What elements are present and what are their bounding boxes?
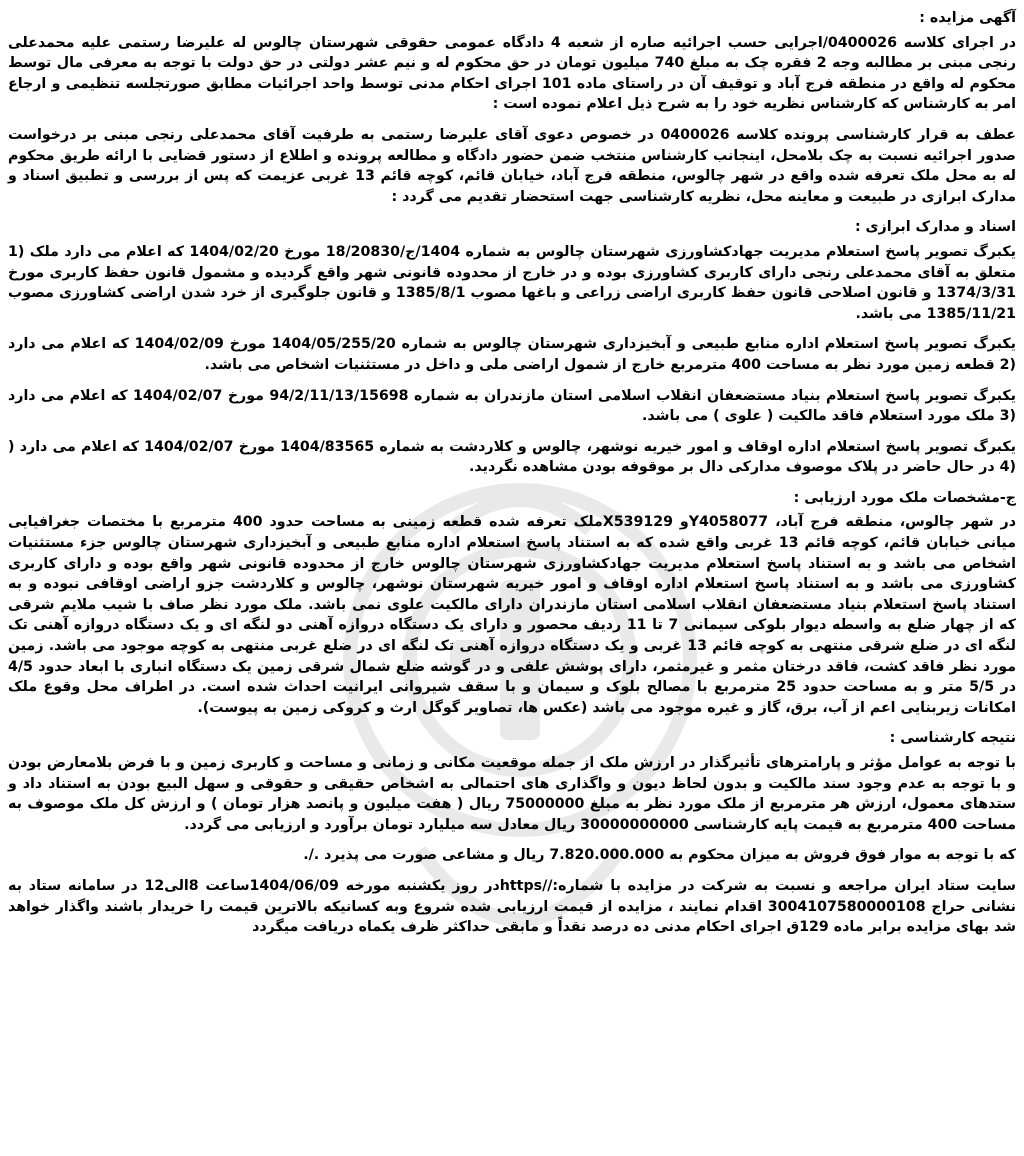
specs-heading: ج-مشخصات ملک مورد ارزیابی :: [793, 489, 1016, 506]
specs-paragraph: در شهر چالوس، منطقه فرج آباد، Y4058077و X539129ملک تعرفه شده قطعه زمینی به مساحت حدود 400 مترمربع با مختصات جغرافیایی میانی خیابان قائم، کوچه قائم 13 غربی واقع شده که به استناد پاسخ استعلام اداره منابع طبیعی و آبخیزداری شهرستان چالوس جزء مستثنیات اشخاص می باشد و به استناد پاسخ استعلام مدیریت جهادکشاورزی شهرستان چالوس خارج از محدوده قانونی شهر واقع بوده و دارای کاربری کشاورزی می باشد و به استناد پاسخ استعلام اداره اوقاف و امور خیریه شهرستان نوشهر، چالوس و کلاردشت جزو اراضی اوقافی نبوده و به استناد پاسخ استعلام بنیاد مستضعفان انقلاب اسلامی استان مازندران دارای مالکیت علوی نمی باشد. ملک مورد نظر صاف با شیب ملایم شرقی که از چهار ضلع به واسطه دیوار بلوکی سیمانی 7 تا 11 ردیف محصور و دارای یک دستگاه دروازه آهنی دو لنگه ای و یک دستگاه دروازه آهنی تک لنگه ای در ضلع شرقی منتهی به کوچه قائم 13 غربی و یک دستگاه دروازه آهنی تک لنگه ای در ضلع غربی منتهی به کوچه موجود می باشد. زمین مورد نظر فاقد کشت، فاقد درختان مثمر و غیرمثمر، دارای پوشش علفی و در گوشه ضلع شمال شرقی زمین یک دستگاه انباری با ابعاد حدود 4/5 در 5/5 متر و به مساحت حدود 25 مترمربع با مصالح بلوک و سیمان و با سقف شیروانی ایرانیت احداث شده است. در اطراف محل وقوع ملک امکانات زیربنایی اعم از آب، برق، گاز و غیره موجود می باشد (عکس ها، تصاویر گوگل ارث و کروکی زمین به پیوست).: [8, 514, 1016, 716]
auction-instructions: سایت ستاد ایران مراجعه و نسبت به شرکت در مزایده با شماره://httpsدر روز یکشنبه مورخه 1404/06/09ساعت 8الی12 در سامانه ستاد به نشانی حراج 3004107580000108 اقدام نمایند ، مزایده از قیمت ارزیابی شده شروع وبه کسانیکه بالاترین قیمت را خریدار باشند واگذار خواهد شد بهای مزایده برابر ماده 129ق اجرای احکام مدنی ده درصد نقداً و مابقی حداکثر ظرف یکماه دریافت میگردد: [8, 877, 1016, 936]
sale-terms: که با توجه به موار فوق فروش به میزان محکوم به 7.820.000.000 ریال و مشاعی صورت می پذیرد ./.: [303, 847, 1016, 864]
document-item-1: یکبرگ تصویر پاسخ استعلام مدیریت جهادکشاورزی شهرستان چالوس به شماره 1404/ج/18/20830 مورخ 1404/02/20 که اعلام می دارد ملک (1 متعلق به آقای محمدعلی رنجی دارای کاربری کشاورزی بوده و در خارج از محدوده قانونی شهر واقع گردیده و مشمول قانون حفظ کاربری مورخ 1374/3/31 و قانون اصلاحی قانون حفظ کاربری اراضی زراعی و باغها مصوب 1385/8/1 و قانون جلوگیری از خرد شدن اراضی کشاورزی مصوب 1385/11/21 می باشد.: [8, 243, 1016, 322]
documents-heading: اسناد و مدارک ابرازی :: [854, 219, 1016, 236]
document-item-4: یکبرگ تصویر پاسخ استعلام اداره اوقاف و امور خیریه نوشهر، چالوس و کلاردشت به شماره 1404/83565 مورخ 1404/02/07 که اعلام می دارد ( (4 در حال حاضر در پلاک موصوف مدارکی دال بر موقوفه بودن مشاهده نگردید.: [8, 438, 1017, 476]
document-item-2: یکبرگ تصویر پاسخ استعلام اداره منابع طبیعی و آبخیزداری شهرستان چالوس به شماره 1404/05/255/20 مورخ 1404/02/09 که اعلام می دارد (2 قطعه زمین مورد نظر به مساحت 400 مترمربع خارج از شمول اراضی ملی و داخل در مستثنیات اشخاص می باشد.: [8, 336, 1017, 373]
notice-title: آگهی مزایده :: [919, 10, 1016, 26]
intro-paragraph: در اجرای کلاسه 0400026/اجرایی حسب اجرائیه صاره از شعبه 4 دادگاه عمومی حقوقی شهرستان چالوس له علیرضا رستمی علیه محمدعلی رنجی مبنی بر مطالبه وجه 2 فقره چک به مبلغ 740 میلیون تومان در حق محکوم له و نیم عشر دولتی در حق دولت با توجه به معرفی مال توسط محکوم له واقع در منطقه فرج آباد و توقیف آن در راستای ماده 101 اجرای احکام مدنی توسط واحد اجرائیات مطابق صورتجلسه تنظیمی و ارجاع امر به کارشناس که کارشناس نظریه خود را به شرح ذیل اعلام نموده است :: [8, 34, 1016, 113]
result-paragraph: با توجه به عوامل مؤثر و پارامترهای تأثیرگذار در ارزش ملک از جمله موقعیت مکانی و زمانی و مساحت و کاربری زمین و با فرض بلامعارض بودن و با توجه به عدم وجود سند مالکیت و بدون لحاظ دیون و واگذاری های احتمالی به اشخاص حقیقی و حقوقی و سهل البیع بودن به استناد داد و ستدهای معمول، ارزش هر مترمربع از ملک مورد نظر به مبلغ 75000000 ریال ( هفت میلیون و پانصد هزار تومان ) و ارزش کل ملک موصوف به مساحت 400 مترمربع به قیمت پایه کارشناسی 30000000000 ریال معادل سه میلیارد تومان برآورد و ارزیابی می گردد.: [8, 755, 1016, 833]
result-heading: نتیجه کارشناسی :: [889, 730, 1016, 747]
expert-intro-paragraph: عطف به قرار کارشناسی پرونده کلاسه 0400026 در خصوص دعوی آقای علیرضا رستمی به طرفیت آقای محمدعلی رنجی مبنی بر درخواست صدور اجرائیه نسبت به چک بلامحل، اینجانب کارشناس منتخب ضمن حضور دادگاه و مطالعه پرونده و اطلاع از دستور قضایی با ارائه طریق محکوم له به محل ملک تعرفه شده واقع در شهر چالوس، منطقه فرج آباد، خیابان قائم، کوچه قائم 13 غربی عزیمت که پس از بررسی و تطبیق اسناد و مدارک ابرازی در طبیعت و معاینه محل، نظریه کارشناسی جهت استحضار تقدیم می گردد :: [8, 126, 1016, 205]
document-item-3: یکبرگ تصویر پاسخ استعلام بنیاد مستضعفان انقلاب اسلامی استان مازندران به شماره 94/2/11/13/15698 مورخ 1404/02/07 که اعلام می دارد (3 ملک مورد استعلام فاقد مالکیت ( علوی ) می باشد.: [8, 387, 1016, 425]
